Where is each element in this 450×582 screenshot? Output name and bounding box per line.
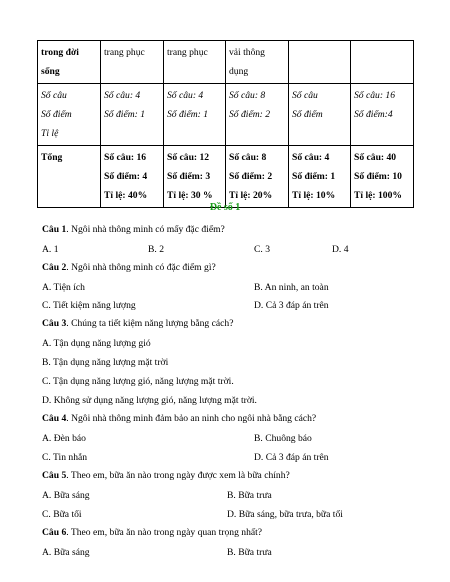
option-3d[interactable]: D. Không sử dụng năng lượng gió, năng lượng mặt trời. bbox=[42, 395, 257, 406]
score-matrix-table bbox=[37, 40, 414, 208]
cell-line: Tỉ lệ: 20% bbox=[229, 190, 273, 201]
option-1d[interactable]: D. 4 bbox=[332, 244, 349, 255]
table-cell bbox=[351, 84, 414, 146]
exam-title: Đề số 1 bbox=[209, 202, 241, 213]
option-5d[interactable]: D. Bữa sáng, bữa trưa, bữa tối bbox=[227, 509, 343, 520]
table-row bbox=[38, 146, 414, 208]
option-2a[interactable]: A. Tiện ích bbox=[42, 282, 85, 293]
question-2 bbox=[42, 262, 216, 273]
cell-line: Số điểm: 4 bbox=[104, 171, 148, 182]
question-3 bbox=[42, 318, 233, 329]
option-4b[interactable]: B. Chuông báo bbox=[254, 433, 312, 444]
cell-line: Số điểm: 2 bbox=[229, 109, 271, 120]
table-cell bbox=[226, 146, 289, 208]
question-label: Câu 2 bbox=[42, 262, 67, 273]
cell-line: Số câu: 12 bbox=[167, 152, 210, 163]
cell-line: Tỉ lệ: 100% bbox=[354, 190, 402, 201]
cell-line: trong đời bbox=[41, 47, 79, 58]
table-cell bbox=[351, 41, 414, 84]
table-cell bbox=[101, 41, 164, 84]
cell-line: trang phục bbox=[167, 47, 208, 58]
table-cell bbox=[351, 146, 414, 208]
question-5 bbox=[42, 470, 290, 481]
table-cell bbox=[164, 41, 226, 84]
question-label: Câu 5 bbox=[42, 470, 67, 481]
option-4c[interactable]: C. Tin nhắn bbox=[42, 452, 88, 463]
option-6a[interactable]: A. Bữa sáng bbox=[42, 547, 90, 558]
option-5a[interactable]: A. Bữa sáng bbox=[42, 490, 90, 501]
question-6 bbox=[42, 527, 262, 538]
cell-line: Số câu: 4 bbox=[167, 90, 204, 101]
cell-line: Số điểm bbox=[41, 109, 72, 120]
question-label: Câu 4 bbox=[42, 413, 67, 424]
table-cell bbox=[164, 84, 226, 146]
table-cell bbox=[289, 41, 351, 84]
question-1 bbox=[42, 224, 225, 235]
cell-line: Tỉ lệ: 40% bbox=[104, 190, 148, 201]
question-text: . Theo em, bữa ăn nào trong ngày quan trọng nhất? bbox=[66, 527, 263, 538]
cell-line: Số điểm: 3 bbox=[167, 171, 211, 182]
question-text: . Ngôi nhà thông minh đảm bảo an ninh cho ngôi nhà bằng cách? bbox=[66, 413, 317, 424]
option-2b[interactable]: B. An ninh, an toàn bbox=[254, 282, 329, 293]
question-label: Câu 3 bbox=[42, 318, 67, 329]
question-text: . Chúng ta tiết kiệm năng lượng bằng cách? bbox=[66, 318, 234, 329]
table-row bbox=[38, 84, 414, 146]
option-5b[interactable]: B. Bữa trưa bbox=[227, 490, 272, 501]
cell-line: vải thông bbox=[229, 47, 265, 58]
cell-line: Số câu: 4 bbox=[104, 90, 141, 101]
option-1c[interactable]: C. 3 bbox=[254, 244, 270, 255]
option-1a[interactable]: A. 1 bbox=[42, 244, 59, 255]
option-3c[interactable]: C. Tận dụng năng lượng gió, năng lượng mặt trời. bbox=[42, 376, 234, 387]
option-1b[interactable]: B. 2 bbox=[148, 244, 164, 255]
cell-line: sống bbox=[41, 66, 60, 77]
cell-line: Số điểm: 1 bbox=[167, 109, 209, 120]
question-4 bbox=[42, 413, 316, 424]
question-text: . Ngôi nhà thông minh có mấy đặc điểm? bbox=[66, 224, 225, 235]
row-header-cell bbox=[38, 146, 101, 208]
cell-line: Số câu bbox=[292, 90, 318, 101]
option-3b[interactable]: B. Tận dụng năng lượng mặt trời bbox=[42, 357, 169, 368]
table-row bbox=[38, 41, 414, 84]
table-cell bbox=[289, 146, 351, 208]
cell-line: trang phục bbox=[104, 47, 145, 58]
cell-line: Số câu: 16 bbox=[354, 90, 396, 101]
cell-line: Tổng bbox=[41, 152, 63, 163]
cell-line: Số câu: 8 bbox=[229, 152, 267, 163]
row-header-cell bbox=[38, 41, 101, 84]
cell-line: Số câu: 8 bbox=[229, 90, 266, 101]
option-2d[interactable]: D. Cả 3 đáp án trên bbox=[254, 300, 329, 311]
table-cell bbox=[226, 41, 289, 84]
table-cell bbox=[101, 84, 164, 146]
table-cell bbox=[226, 84, 289, 146]
cell-line: Số câu: 4 bbox=[292, 152, 330, 163]
option-4d[interactable]: D. Cả 3 đáp án trên bbox=[254, 452, 329, 463]
question-text: . Theo em, bữa ăn nào trong ngày được xem là bữa chính? bbox=[66, 470, 290, 481]
question-label: Câu 1 bbox=[42, 224, 67, 235]
cell-line: Số câu: 16 bbox=[104, 152, 147, 163]
cell-line: Tỉ lệ: 30 % bbox=[167, 190, 213, 201]
cell-line: Số điểm: 2 bbox=[229, 171, 273, 182]
question-text: . Ngôi nhà thông minh có đặc điểm gì? bbox=[66, 262, 216, 273]
score-matrix-body bbox=[38, 41, 414, 208]
table-cell bbox=[289, 84, 351, 146]
cell-line: Tỉ lệ bbox=[41, 128, 59, 139]
cell-line: dụng bbox=[229, 66, 249, 77]
option-2c[interactable]: C. Tiết kiệm năng lượng bbox=[42, 300, 136, 311]
cell-line: Số điểm: 10 bbox=[354, 171, 402, 182]
option-3a[interactable]: A. Tận dụng năng lượng gió bbox=[42, 338, 151, 349]
cell-line: Số điểm bbox=[292, 109, 323, 120]
cell-line: Tỉ lệ: 10% bbox=[292, 190, 336, 201]
row-header-cell bbox=[38, 84, 101, 146]
option-6b[interactable]: B. Bữa trưa bbox=[227, 547, 272, 558]
option-5c[interactable]: C. Bữa tối bbox=[42, 509, 82, 520]
cell-line: Số câu bbox=[41, 90, 67, 101]
cell-line: Số điểm:4 bbox=[354, 109, 393, 120]
option-4a[interactable]: A. Đèn báo bbox=[42, 433, 86, 444]
table-cell bbox=[101, 146, 164, 208]
cell-line: Số điểm: 1 bbox=[104, 109, 146, 120]
cell-line: Số câu: 40 bbox=[354, 152, 397, 163]
question-label: Câu 6 bbox=[42, 527, 67, 538]
table-cell bbox=[164, 146, 226, 208]
cell-line: Số điểm: 1 bbox=[292, 171, 336, 182]
